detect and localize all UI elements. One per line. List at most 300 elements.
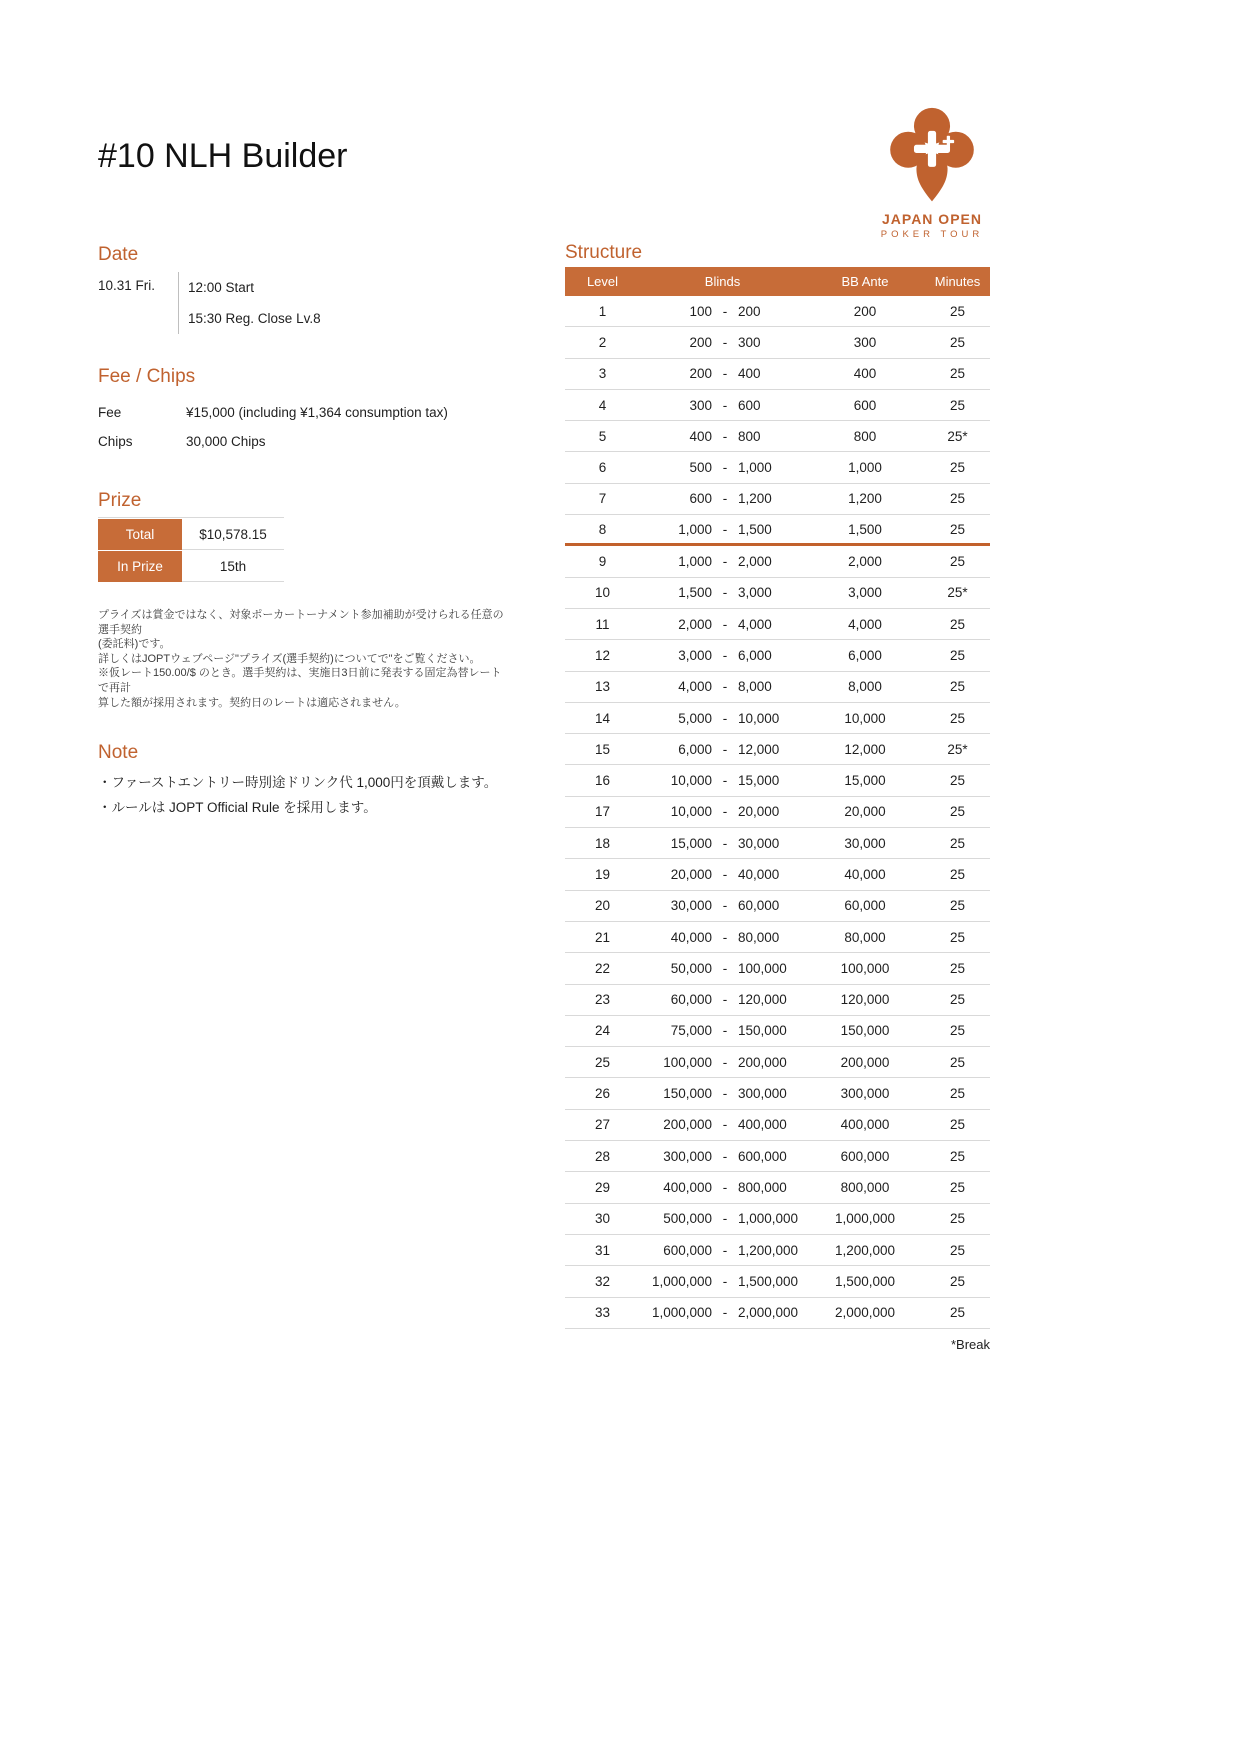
note-items <box>98 770 497 820</box>
date-times <box>178 272 321 334</box>
level-cell: 26 <box>594 1086 611 1102</box>
sb-value: 20,000 <box>670 866 712 882</box>
minutes-cell: 25 <box>949 835 966 851</box>
sb-value: 1,000,000 <box>651 1273 712 1289</box>
minutes-cell: 25 <box>949 397 966 413</box>
sb-value: 200 <box>689 334 712 350</box>
sb-value: 5,000 <box>678 710 712 726</box>
bb-value: 400,000 <box>738 1117 787 1133</box>
bb-value: 400 <box>738 366 761 382</box>
level-cell: 28 <box>594 1148 611 1164</box>
blinds-cell <box>640 1055 805 1070</box>
minutes-cell: 25 <box>949 616 966 632</box>
sb-value: 1,000 <box>678 554 712 570</box>
level-cell: 10 <box>594 585 611 601</box>
level-cell: 14 <box>594 710 611 726</box>
blinds-separator: - <box>722 710 728 726</box>
minutes-cell: 25 <box>949 804 966 820</box>
minutes-cell: 25 <box>949 1273 966 1289</box>
structure-row <box>565 390 990 421</box>
sb-value: 2,000 <box>678 616 712 632</box>
note-item: ・ルールは JOPT Official Rule を採用します。 <box>98 800 377 815</box>
structure-row <box>565 953 990 984</box>
ante-cell: 120,000 <box>840 992 890 1008</box>
disclaimer-line: (委託料)です。 <box>98 638 171 651</box>
ante-cell: 8,000 <box>848 679 882 695</box>
chips-value: 30,000 Chips <box>186 434 266 449</box>
blinds-cell <box>640 1243 805 1258</box>
structure-row <box>565 1235 990 1266</box>
date-block <box>98 272 321 334</box>
structure-row <box>565 828 990 859</box>
ante-cell: 800,000 <box>840 1179 890 1195</box>
blinds-cell <box>640 961 805 976</box>
minutes-cell: 25 <box>949 1211 966 1227</box>
ante-cell: 15,000 <box>844 773 886 789</box>
chips-label: Chips <box>98 434 133 449</box>
sb-value: 10,000 <box>670 773 712 789</box>
structure-table <box>565 267 990 1352</box>
ante-cell: 2,000 <box>848 554 882 570</box>
jopt-clover-icon <box>877 103 987 203</box>
structure-row <box>565 515 990 546</box>
sb-value: 200,000 <box>663 1117 712 1133</box>
structure-rows <box>565 296 990 1329</box>
bb-value: 1,500 <box>738 521 772 537</box>
blinds-cell <box>640 898 805 913</box>
blinds-cell <box>640 711 805 726</box>
bb-value: 10,000 <box>738 710 780 726</box>
bb-value: 2,000,000 <box>738 1305 799 1321</box>
blinds-cell <box>640 1023 805 1038</box>
structure-row <box>565 1266 990 1297</box>
blinds-separator: - <box>722 1242 728 1258</box>
col-header-blinds: Blinds <box>704 274 741 289</box>
blinds-cell <box>640 585 805 600</box>
disclaimer-line: 算した額が採用されます。契約日のレートは適応されません。 <box>98 696 406 709</box>
minutes-cell: 25 <box>949 960 966 976</box>
fee-label: Fee <box>98 405 122 420</box>
date-heading: Date <box>98 244 139 265</box>
minutes-cell: 25 <box>949 1242 966 1258</box>
fee-row <box>98 398 448 427</box>
prize-disclaimer <box>98 608 508 710</box>
ante-cell: 600,000 <box>840 1148 890 1164</box>
level-cell: 5 <box>598 428 607 444</box>
bb-value: 300,000 <box>738 1086 787 1102</box>
sb-value: 1,000 <box>678 521 712 537</box>
level-cell: 22 <box>594 960 611 976</box>
blinds-separator: - <box>722 334 728 350</box>
bb-value: 200 <box>738 303 761 319</box>
blinds-cell <box>640 1211 805 1226</box>
blinds-cell <box>640 1274 805 1289</box>
level-cell: 33 <box>594 1305 611 1321</box>
blinds-separator: - <box>722 1148 728 1164</box>
ante-cell: 1,000 <box>848 460 882 476</box>
sb-value: 600,000 <box>663 1242 712 1258</box>
blinds-separator: - <box>722 428 728 444</box>
ante-cell: 150,000 <box>840 1023 890 1039</box>
ante-cell: 1,200 <box>848 491 882 507</box>
structure-row <box>565 1078 990 1109</box>
blinds-cell <box>640 1180 805 1195</box>
ante-cell: 6,000 <box>848 647 882 663</box>
blinds-cell <box>640 648 805 663</box>
blinds-separator: - <box>722 1211 728 1227</box>
structure-row <box>565 546 990 577</box>
blinds-separator: - <box>722 1023 728 1039</box>
blinds-cell <box>640 398 805 413</box>
bb-value: 20,000 <box>738 804 780 820</box>
minutes-cell: 25 <box>949 1054 966 1070</box>
level-cell: 21 <box>594 929 611 945</box>
blinds-separator: - <box>722 491 728 507</box>
blinds-cell <box>640 992 805 1007</box>
sb-value: 500,000 <box>663 1211 712 1227</box>
level-cell: 19 <box>594 866 611 882</box>
ante-cell: 800 <box>853 428 877 444</box>
blinds-separator: - <box>722 898 728 914</box>
blinds-separator: - <box>722 1273 728 1289</box>
sb-value: 150,000 <box>663 1086 712 1102</box>
blinds-separator: - <box>722 366 728 382</box>
blinds-separator: - <box>722 585 728 601</box>
ante-cell: 3,000 <box>848 585 882 601</box>
prize-inprize-value: 15th <box>182 551 284 582</box>
blinds-separator: - <box>722 741 728 757</box>
structure-row <box>565 859 990 890</box>
ante-cell: 200,000 <box>840 1054 890 1070</box>
structure-row <box>565 672 990 703</box>
sb-value: 400 <box>689 428 712 444</box>
ante-cell: 2,000,000 <box>834 1305 896 1321</box>
blinds-cell <box>640 930 805 945</box>
note-item: ・ファーストエントリー時別途ドリンク代 1,000円を頂戴します。 <box>98 775 498 790</box>
bb-value: 300 <box>738 334 761 350</box>
structure-row <box>565 296 990 327</box>
minutes-cell: 25* <box>947 741 968 757</box>
structure-header-row <box>565 267 990 296</box>
sb-value: 3,000 <box>678 647 712 663</box>
col-header-level: Level <box>586 274 619 289</box>
sb-value: 40,000 <box>670 929 712 945</box>
sb-value: 600 <box>689 491 712 507</box>
level-cell: 30 <box>594 1211 611 1227</box>
bb-value: 8,000 <box>738 679 772 695</box>
sb-value: 60,000 <box>670 992 712 1008</box>
level-cell: 12 <box>594 647 611 663</box>
structure-row <box>565 703 990 734</box>
blinds-cell <box>640 617 805 632</box>
minutes-cell: 25 <box>949 1117 966 1133</box>
blinds-cell <box>640 836 805 851</box>
level-cell: 8 <box>598 521 607 537</box>
date-day: 10.31 Fri. <box>98 278 156 293</box>
level-cell: 25 <box>594 1054 611 1070</box>
fee-chips-heading: Fee / Chips <box>98 366 196 387</box>
minutes-cell: 25 <box>949 679 966 695</box>
ante-cell: 600 <box>853 397 877 413</box>
fee-chips-block <box>98 398 448 456</box>
minutes-cell: 25 <box>949 647 966 663</box>
reg-close-time: 15:30 Reg. Close Lv.8 <box>188 311 321 326</box>
ante-cell: 80,000 <box>844 929 886 945</box>
level-cell: 4 <box>598 397 607 413</box>
bb-value: 1,200 <box>738 491 772 507</box>
blinds-separator: - <box>722 303 728 319</box>
logo-text-poker-tour: POKER TOUR <box>880 229 984 240</box>
ante-cell: 20,000 <box>844 804 886 820</box>
ante-cell: 30,000 <box>844 835 886 851</box>
level-cell: 29 <box>594 1179 611 1195</box>
structure-row <box>565 578 990 609</box>
level-cell: 23 <box>594 992 611 1008</box>
level-cell: 13 <box>594 679 611 695</box>
bb-value: 600,000 <box>738 1148 787 1164</box>
bb-value: 1,200,000 <box>738 1242 799 1258</box>
blinds-cell <box>640 554 805 569</box>
blinds-cell <box>640 804 805 819</box>
bb-value: 6,000 <box>738 647 772 663</box>
level-cell: 2 <box>598 334 607 350</box>
ante-cell: 300 <box>853 334 877 350</box>
bb-value: 80,000 <box>738 929 780 945</box>
minutes-cell: 25 <box>949 1179 966 1195</box>
level-cell: 9 <box>598 554 607 570</box>
blinds-separator: - <box>722 992 728 1008</box>
blinds-separator: - <box>722 521 728 537</box>
blinds-cell <box>640 491 805 506</box>
bb-value: 120,000 <box>738 992 787 1008</box>
sb-value: 100,000 <box>663 1054 712 1070</box>
bb-value: 12,000 <box>738 741 780 757</box>
bb-value: 60,000 <box>738 898 780 914</box>
prize-inprize-row <box>98 551 284 582</box>
blinds-separator: - <box>722 397 728 413</box>
blinds-separator: - <box>722 960 728 976</box>
blinds-cell <box>640 335 805 350</box>
bb-value: 15,000 <box>738 773 780 789</box>
blinds-separator: - <box>722 616 728 632</box>
structure-row <box>565 359 990 390</box>
blinds-cell <box>640 1117 805 1132</box>
ante-cell: 1,500,000 <box>834 1273 896 1289</box>
level-cell: 24 <box>594 1023 611 1039</box>
structure-row <box>565 891 990 922</box>
ante-cell: 4,000 <box>848 616 882 632</box>
minutes-cell: 25 <box>949 710 966 726</box>
ante-cell: 200 <box>853 303 877 319</box>
structure-row <box>565 1298 990 1329</box>
disclaimer-line: ※仮レート150.00/$ のとき。選手契約は、実施日3日前に発表する固定為替レートで再計 <box>98 667 502 694</box>
minutes-cell: 25* <box>947 428 968 444</box>
ante-cell: 10,000 <box>844 710 886 726</box>
prize-total-value: $10,578.15 <box>182 519 284 550</box>
bb-value: 1,500,000 <box>738 1273 799 1289</box>
sb-value: 10,000 <box>670 804 712 820</box>
structure-row <box>565 609 990 640</box>
level-cell: 17 <box>594 804 611 820</box>
sb-value: 50,000 <box>670 960 712 976</box>
bb-value: 200,000 <box>738 1054 787 1070</box>
structure-row <box>565 1047 990 1078</box>
structure-heading: Structure <box>565 242 643 263</box>
sb-value: 300 <box>689 397 712 413</box>
minutes-cell: 25 <box>949 554 966 570</box>
structure-row <box>565 1141 990 1172</box>
level-cell: 27 <box>594 1117 611 1133</box>
ante-cell: 100,000 <box>840 960 890 976</box>
minutes-cell: 25 <box>949 303 966 319</box>
sb-value: 4,000 <box>678 679 712 695</box>
sb-value: 300,000 <box>663 1148 712 1164</box>
blinds-separator: - <box>722 804 728 820</box>
structure-row <box>565 484 990 515</box>
minutes-cell: 25 <box>949 866 966 882</box>
ante-cell: 400,000 <box>840 1117 890 1133</box>
bb-value: 30,000 <box>738 835 780 851</box>
structure-row <box>565 1016 990 1047</box>
prize-table <box>98 517 284 582</box>
blinds-separator: - <box>722 647 728 663</box>
minutes-cell: 25* <box>947 585 968 601</box>
sb-value: 500 <box>689 460 712 476</box>
bb-value: 800,000 <box>738 1179 787 1195</box>
bb-value: 4,000 <box>738 616 772 632</box>
blinds-cell <box>640 460 805 475</box>
ante-cell: 40,000 <box>844 866 886 882</box>
ante-cell: 1,200,000 <box>834 1242 896 1258</box>
sb-value: 15,000 <box>670 835 712 851</box>
blinds-separator: - <box>722 835 728 851</box>
structure-row <box>565 797 990 828</box>
minutes-cell: 25 <box>949 1148 966 1164</box>
blinds-cell <box>640 867 805 882</box>
level-cell: 32 <box>594 1273 611 1289</box>
minutes-cell: 25 <box>949 1086 966 1102</box>
level-cell: 7 <box>598 491 607 507</box>
blinds-separator: - <box>722 866 728 882</box>
blinds-cell <box>640 773 805 788</box>
sb-value: 100 <box>689 303 712 319</box>
structure-row <box>565 452 990 483</box>
structure-row <box>565 1110 990 1141</box>
structure-row <box>565 1172 990 1203</box>
sb-value: 6,000 <box>678 741 712 757</box>
blinds-separator: - <box>722 1117 728 1133</box>
logo-text-japan-open: JAPAN OPEN <box>882 211 982 227</box>
blinds-cell <box>640 1149 805 1164</box>
level-cell: 15 <box>594 741 611 757</box>
break-note: *Break <box>950 1336 990 1352</box>
minutes-cell: 25 <box>949 521 966 537</box>
minutes-cell: 25 <box>949 773 966 789</box>
sb-value: 1,500 <box>678 585 712 601</box>
minutes-cell: 25 <box>949 491 966 507</box>
blinds-separator: - <box>722 460 728 476</box>
ante-cell: 300,000 <box>840 1086 890 1102</box>
sb-value: 1,000,000 <box>651 1305 712 1321</box>
bb-value: 1,000,000 <box>738 1211 799 1227</box>
prize-heading: Prize <box>98 490 142 511</box>
blinds-cell <box>640 679 805 694</box>
minutes-cell: 25 <box>949 1023 966 1039</box>
note-heading: Note <box>98 742 139 763</box>
blinds-cell <box>640 1086 805 1101</box>
structure-row <box>565 327 990 358</box>
start-time: 12:00 Start <box>188 280 255 295</box>
level-cell: 3 <box>598 366 607 382</box>
minutes-cell: 25 <box>949 898 966 914</box>
bb-value: 150,000 <box>738 1023 787 1039</box>
blinds-cell <box>640 522 805 537</box>
ante-cell: 12,000 <box>844 741 886 757</box>
prize-total-label: Total <box>98 519 182 550</box>
minutes-cell: 25 <box>949 992 966 1008</box>
structure-row <box>565 421 990 452</box>
bb-value: 800 <box>738 428 761 444</box>
fee-value: ¥15,000 (including ¥1,364 consumption tax) <box>186 405 448 420</box>
minutes-cell: 25 <box>949 366 966 382</box>
level-cell: 20 <box>594 898 611 914</box>
level-cell: 6 <box>598 460 607 476</box>
blinds-separator: - <box>722 1305 728 1321</box>
bb-value: 600 <box>738 397 761 413</box>
blinds-cell <box>640 366 805 381</box>
ante-cell: 1,000,000 <box>834 1211 896 1227</box>
col-header-minutes: Minutes <box>934 274 981 289</box>
bb-value: 3,000 <box>738 585 772 601</box>
level-cell: 11 <box>595 616 610 632</box>
blinds-separator: - <box>722 1086 728 1102</box>
structure-row <box>565 922 990 953</box>
level-cell: 18 <box>594 835 611 851</box>
minutes-cell: 25 <box>949 334 966 350</box>
structure-row <box>565 765 990 796</box>
blinds-separator: - <box>722 1179 728 1195</box>
disclaimer-line: プライズは賞金ではなく、対象ポーカートーナメント参加補助が受けられる任意の選手契約 <box>98 609 504 636</box>
sb-value: 400,000 <box>663 1179 712 1195</box>
blinds-separator: - <box>722 679 728 695</box>
structure-row <box>565 640 990 671</box>
blinds-cell <box>640 742 805 757</box>
ante-cell: 1,500 <box>848 521 882 537</box>
sb-value: 30,000 <box>670 898 712 914</box>
chips-row <box>98 427 448 456</box>
jopt-logo <box>872 103 992 240</box>
blinds-cell <box>640 304 805 319</box>
blinds-separator: - <box>722 929 728 945</box>
prize-total-row <box>98 519 284 550</box>
ante-cell: 400 <box>853 366 877 382</box>
minutes-cell: 25 <box>949 929 966 945</box>
bb-value: 100,000 <box>738 960 787 976</box>
ante-cell: 60,000 <box>844 898 886 914</box>
structure-row <box>565 985 990 1016</box>
blinds-cell <box>640 429 805 444</box>
bb-value: 2,000 <box>738 554 772 570</box>
prize-inprize-label: In Prize <box>98 551 182 582</box>
blinds-separator: - <box>722 554 728 570</box>
level-cell: 16 <box>594 773 611 789</box>
blinds-separator: - <box>722 1054 728 1070</box>
minutes-cell: 25 <box>949 1305 966 1321</box>
bb-value: 40,000 <box>738 866 780 882</box>
blinds-cell <box>640 1305 805 1320</box>
minutes-cell: 25 <box>949 460 966 476</box>
level-cell: 31 <box>594 1242 611 1258</box>
